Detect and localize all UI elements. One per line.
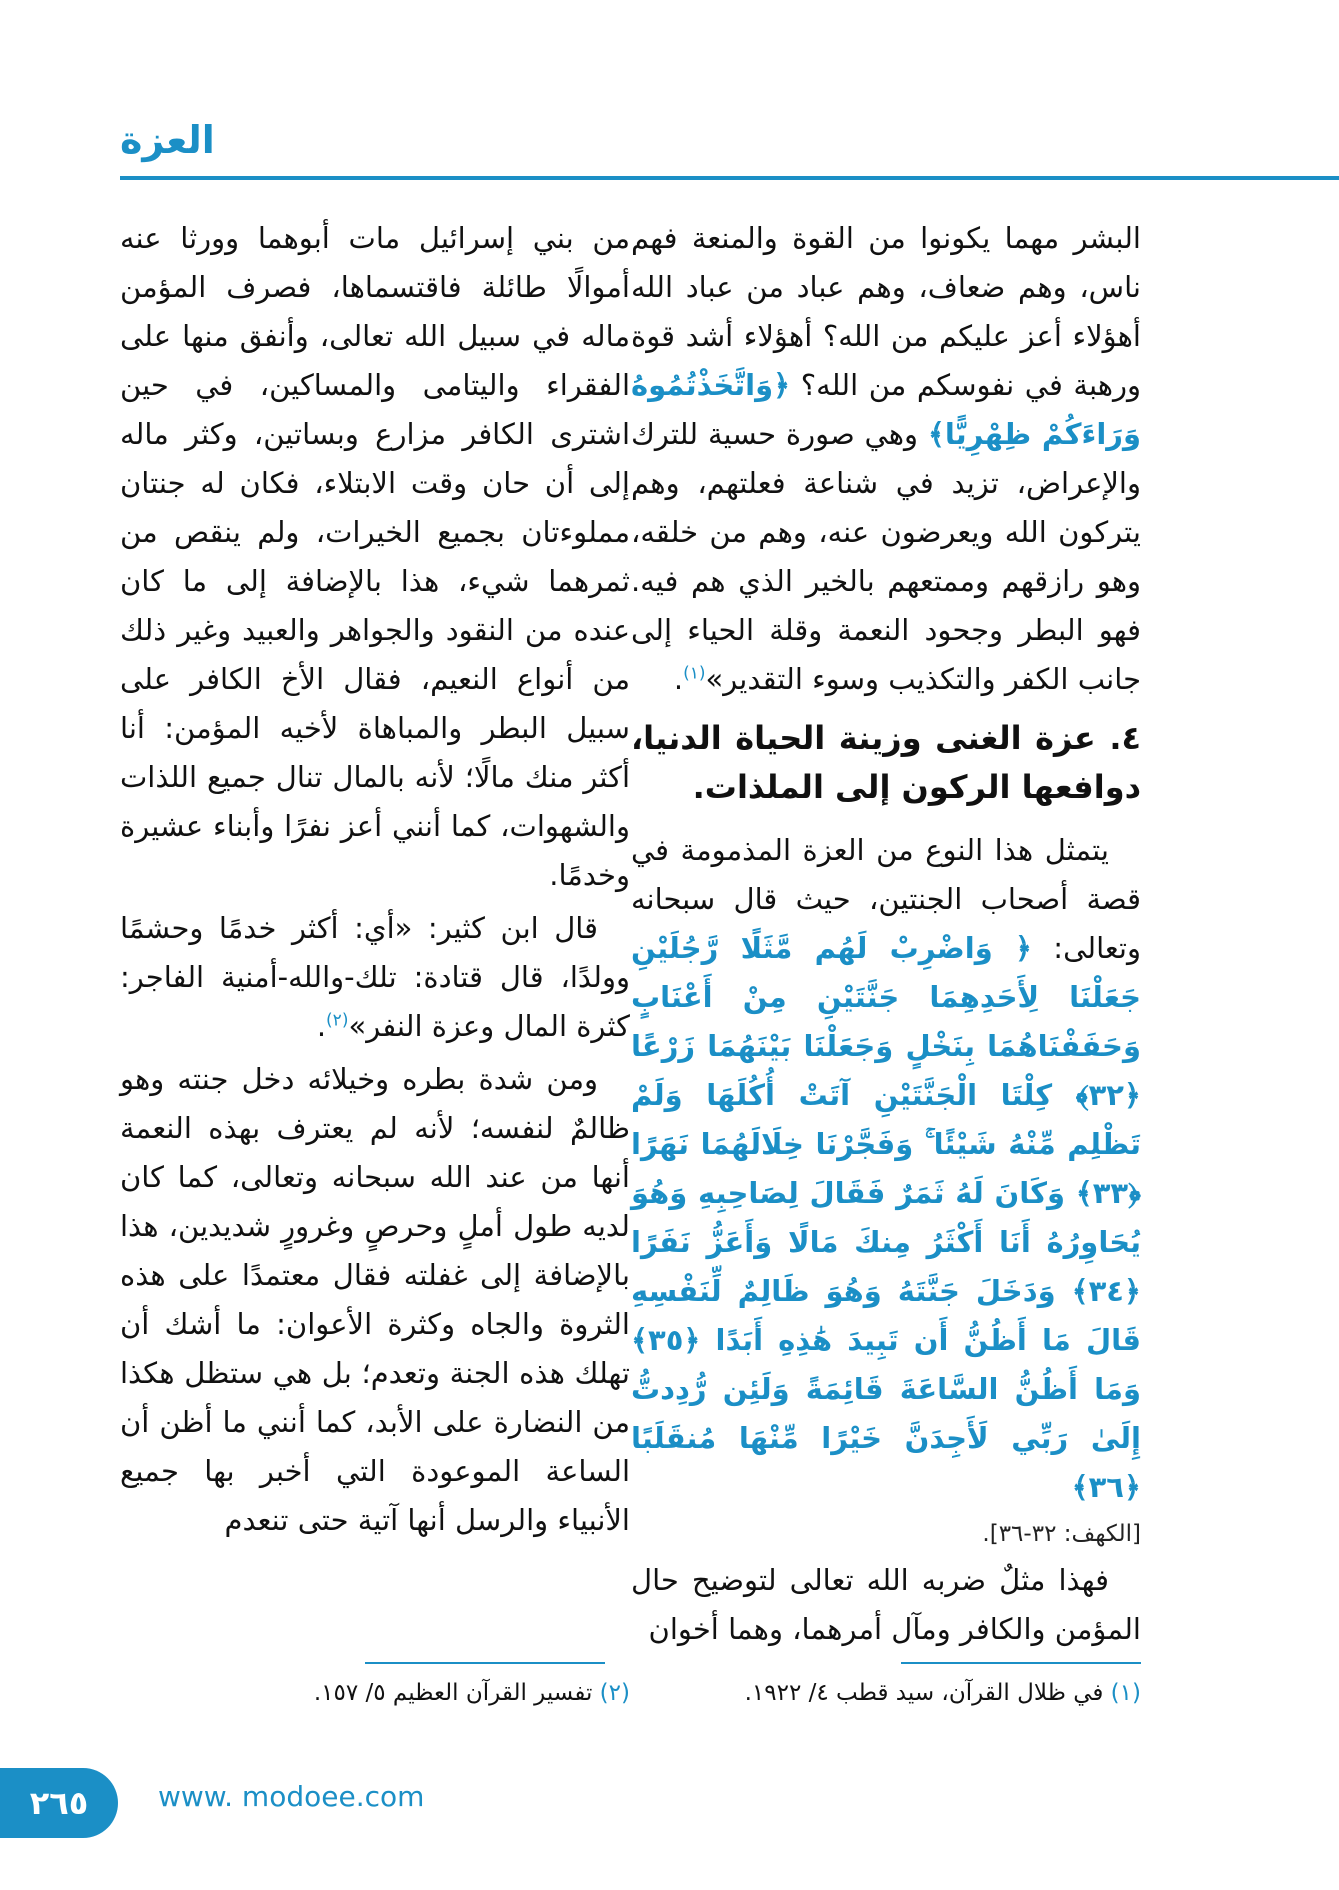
header-rule	[120, 176, 1339, 180]
right-p1-text: البشر مهما يكونوا من القوة والمنعة فهم ناس، وهم ضعاف، وهم عباد من عباد الله أهؤلاء أعز عليكم من الله؟ أهؤلاء أشد قوة ورهبة في نفوسكم من الله؟	[631, 221, 1141, 402]
website-link[interactable]: www. modoee.com	[158, 1780, 425, 1813]
left-p2-text: قال ابن كثير: «أي: أكثر خدمًا وحشمًا وولدًا، قال قتادة: تلك-والله-أمنية الفاجر: كثرة المال وعزة النفر»	[120, 911, 630, 1043]
left-column	[120, 214, 630, 1549]
quran-reference: [الكهف: ٣٢-٣٦].	[982, 1521, 1141, 1547]
header-title: العزة	[120, 118, 215, 162]
left-paragraph-1: من بني إسرائيل مات أبوهما وورثا عنه أموالًا طائلة فاقتسماها، فصرف المؤمن ماله في سبيل الله تعالى، وأنفق منها على الفقراء واليتامى والمساكين، في حين اشترى الكافر مزارع وبساتين، وكثر ماله إلى أن حان وقت الابتلاء، فكان له جنتان مملوءتان بجميع الخيرات، ولم ينقص من ثمرهما شيء، هذا بالإضافة إلى ما كان عنده من النقود والجواهر والعبيد وغير ذلك من أنواع النعيم، فقال الأخ الكافر على سبيل البطر والمباهاة لأخيه المؤمن: أنا أكثر منك مالًا؛ لأنه بالمال تنال جميع اللذات والشهوات، كما أنني أعز نفرًا وأبناء عشيرة وخدمًا.	[120, 221, 630, 892]
quran-verse-kahf: ﴿ وَاضْرِبْ لَهُم مَّثَلًا رَّجُلَيْنِ جَعَلْنَا لِأَحَدِهِمَا جَنَّتَيْنِ مِنْ أَعْنَابٍ وَحَفَفْنَاهُمَا بِنَخْلٍ وَجَعَلْنَا بَيْنَهُمَا زَرْعًا ﴿٣٢﴾ كِلْتَا الْجَنَّتَيْنِ آتَتْ أُكُلَهَا وَلَمْ تَظْلِم مِّنْهُ شَيْئًا ۚ وَفَجَّرْنَا خِلَالَهُمَا نَهَرًا ﴿٣٣﴾ وَكَانَ لَهُ ثَمَرٌ فَقَالَ لِصَاحِبِهِ وَهُوَ يُحَاوِرُهُ أَنَا أَكْثَرُ مِنكَ مَالًا وَأَعَزُّ نَفَرًا ﴿٣٤﴾ وَدَخَلَ جَنَّتَهُ وَهُوَ ظَالِمٌ لِّنَفْسِهِ قَالَ مَا أَظُنُّ أَن تَبِيدَ هَٰذِهِ أَبَدًا ﴿٣٥﴾ وَمَا أَظُنُّ السَّاعَةَ قَائِمَةً وَلَئِن رُّدِدتُّ إِلَىٰ رَبِّي لَأَجِدَنَّ خَيْرًا مِّنْهَا مُنقَلَبًا ﴿٣٦﴾	[631, 931, 1141, 1504]
footnote-1	[631, 1676, 1141, 1710]
quran-verse-hud: ﴿وَاتَّخَذْتُمُوهُ وَرَاءَكُمْ ظِهْرِيًّا﴾	[631, 368, 1141, 451]
page-number: ٢٦٥	[0, 1768, 118, 1838]
footnote-ref-2[interactable]: (٢)	[326, 1010, 349, 1031]
footnote-2	[120, 1676, 630, 1710]
section-heading: ٤. عزة الغنى وزينة الحياة الدنيا، دوافعها الركون إلى الملذات.	[631, 719, 1141, 806]
footnote-2-number: (٢)	[599, 1680, 630, 1706]
left-paragraph-2	[120, 904, 630, 1051]
right-paragraph-2	[631, 826, 1141, 1512]
right-p2-text: يتمثل هذا النوع من العزة المذمومة في قصة أصحاب الجنتين، حيث قال سبحانه وتعالى:	[631, 833, 1141, 965]
footnote-rule-left	[365, 1662, 605, 1664]
right-p1-end: .	[673, 662, 684, 696]
left-p2-end: .	[316, 1009, 327, 1043]
right-paragraph-3: فهذا مثلٌ ضربه الله تعالى لتوضيح حال المؤمن والكافر ومآل أمرهما، وهما أخوان	[631, 1563, 1141, 1646]
footnote-ref-1[interactable]: (١)	[683, 663, 706, 684]
left-paragraph-3: ومن شدة بطره وخيلائه دخل جنته وهو ظالمٌ لنفسه؛ لأنه لم يعترف بهذه النعمة أنها من عند الله سبحانه وتعالى، كما كان لديه طول أملٍ وحرصٍ وغرورٍ شديدين، هذا بالإضافة إلى غفلته فقال معتمدًا على هذه الثروة والجاه وكثرة الأعوان: ما أشك أن تهلك هذه الجنة وتعدم؛ بل هي ستظل هكذا من النضارة على الأبد، كما أنني ما أظن أن الساعة الموعودة التي أخبر بها جميع الأنبياء والرسل أنها آتية حتى تنعدم	[120, 1062, 630, 1537]
footnote-2-text: تفسير القرآن العظيم ٥/ ١٥٧.	[313, 1680, 593, 1706]
right-column	[631, 214, 1141, 1658]
footnote-rule-right	[901, 1662, 1141, 1664]
footnote-1-number: (١)	[1110, 1680, 1141, 1706]
right-paragraph-1	[631, 214, 1141, 704]
footnote-1-text: في ظلال القرآن، سيد قطب ٤/ ١٩٢٢.	[744, 1680, 1104, 1706]
right-p1-text-after: وهي صورة حسية للترك والإعراض، تزيد في شناعة فعلتهم، وهم يتركون الله ويعرضون عنه، وهم من خلقه، وهو رازقهم وممتعهم بالخير الذي هم فيه. فهو البطر وجحود النعمة وقلة الحياء إلى جانب الكفر والتكذيب وسوء التقدير»	[631, 417, 1141, 696]
